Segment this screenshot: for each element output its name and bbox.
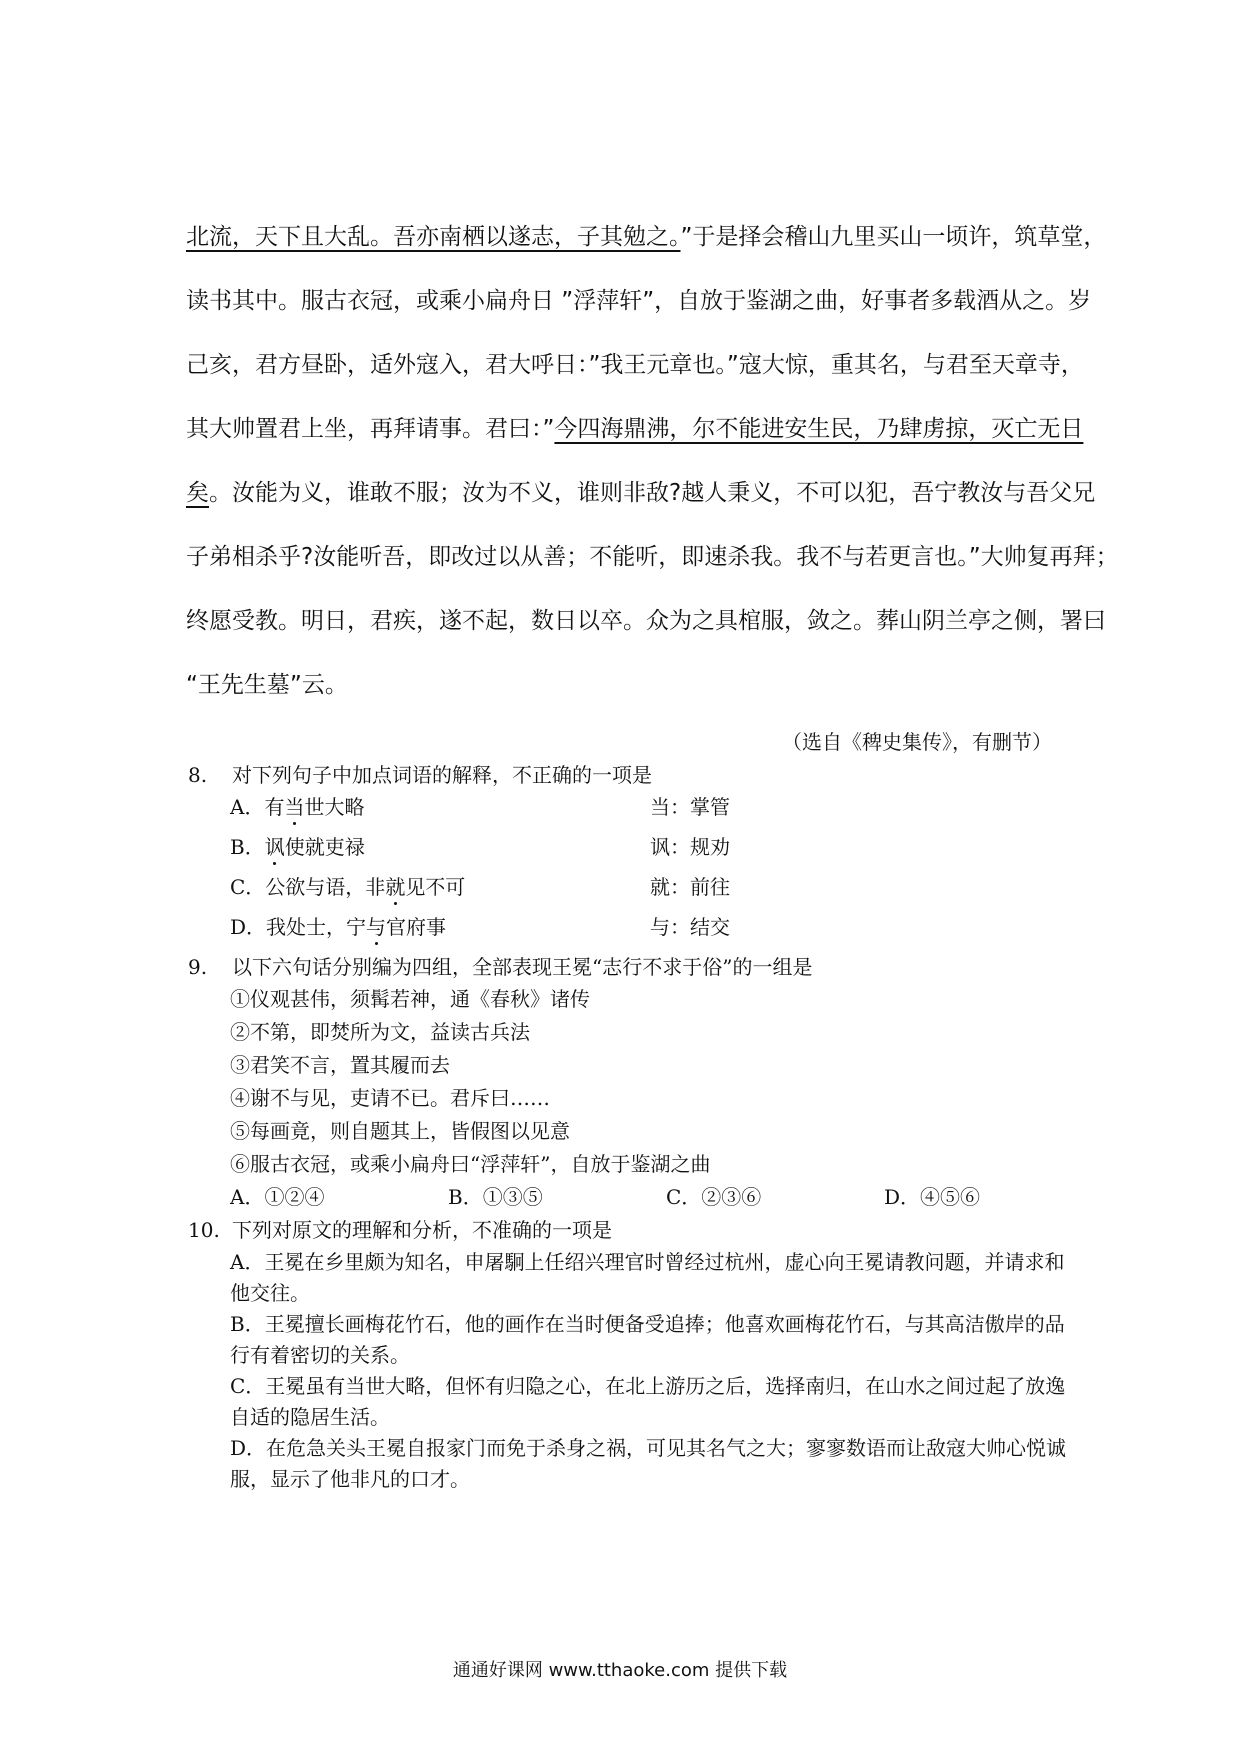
choice-b: B．①③⑤ [448,1185,543,1209]
dotted-word: 就 [385,875,406,899]
passage-text: 。汝能为义，谁敢不服；汝为不义，谁则非敌?越人秉义，不可以犯，吾宁教汝与吾父兄 [209,480,1096,506]
underlined-sentence: 矣 [186,480,209,506]
choice-row [188,1184,1068,1217]
passage-line: “王先生墓”云。 [186,672,348,698]
passage-text: ”于是择会稽山九里买山一顷许，筑草堂， [680,224,1107,250]
option-gloss: 当：掌管 [650,795,730,819]
passage-line: 读书其中。服古衣冠，或乘小扁舟日 ”浮萍轩”，自放于鉴湖之曲，好事者多载酒从之。岁 [186,288,1092,314]
passage-line [186,480,1096,544]
option-b: B．王冕擅长画梅花竹石，他的画作在当时便备受追捧；他喜欢画梅花竹石，与其高洁傲岸的品行有着密切的关系。 [230,1312,1065,1367]
passage-text: 其大帅置君上坐，再拜请事。君曰：” [186,416,555,442]
question-9 [188,954,1068,1217]
option-d: D．我处士，宁与官府事 与：结交 [188,914,1068,954]
question-number: 9. [188,955,208,979]
option-gloss: 与：结交 [650,915,730,939]
dotted-word: 当 [284,795,305,819]
dotted-word: 讽 [264,835,285,859]
page-footer: 通通好课网 www.tthaoke.com 提供下载 [452,1660,788,1681]
passage-line [186,224,1107,288]
underlined-sentence: 北流，天下且大乱。吾亦南栖以遂志，子其勉之。 [186,224,681,250]
option-d: D．在危急关头王冕自报家门而免于杀身之祸，可见其名气之大；寥寥数语而让敌寇大帅心悦诚服，显示了他非凡的口才。 [230,1436,1067,1491]
statement-item: ⑥服古衣冠，或乘小扁舟曰“浮萍轩”，自放于鉴湖之曲 [230,1152,711,1176]
option-b: B．讽使就吏禄 讽：规劝 [188,834,1068,874]
question-stem [188,1217,1068,1247]
source-note: （选自《稗史集传》，有删节） [782,730,1052,754]
choice-d: D．④⑤⑥ [884,1185,981,1209]
option-a: A．王冕在乡里颇为知名，申屠駉上任绍兴理官时曾经过杭州，虚心向王冕请教问题，并请求和他交往。 [230,1250,1065,1305]
choice-c: C．②③⑥ [666,1185,762,1209]
statement-item: ④谢不与见，吏请不已。君斥曰…… [230,1086,550,1110]
option-gloss: 就：前往 [650,875,730,899]
option-gloss: 讽：规劝 [650,835,730,859]
passage-line: 终愿受教。明日，君疾，遂不起，数日以卒。众为之具棺服，敛之。葬山阴兰亭之侧，署曰 [186,608,1106,634]
choice-a: A．①②④ [230,1185,325,1209]
questions [188,762,1068,1495]
dotted-word: 与 [366,915,387,939]
option-a: A．有当世大略 当：掌管 [188,794,1068,834]
option-c: C．公欲与语，非就见不可 就：前往 [188,874,1068,914]
question-number: 8. [188,763,208,787]
question-text: 对下列句子中加点词语的解释，不正确的一项是 [232,763,652,787]
underlined-sentence: 今四海鼎沸，尔不能进安生民，乃肆虏掠，灭亡无日 [554,416,1084,442]
question-text: 下列对原文的理解和分析，不准确的一项是 [232,1218,612,1242]
question-text: 以下六句话分别编为四组，全部表现王冕“志行不求于俗”的一组是 [232,955,813,979]
question-stem [188,954,1068,986]
question-8 [188,762,1068,954]
passage-line: 子弟相杀乎?汝能听吾，即改过以从善；不能听，即速杀我。我不与若更言也。”大帅复再拜； [186,544,1119,570]
option-c: C．王冕虽有当世大略，但怀有归隐之心，在北上游历之后，选择南归，在山水之间过起了放逸自适的隐居生活。 [230,1374,1066,1429]
statement-item: ②不第，即焚所为文，益读古兵法 [230,1020,530,1044]
passage [186,224,1119,736]
statement-item: ③君笑不言，置其履而去 [230,1053,450,1077]
question-10 [188,1217,1068,1495]
statement-item: ⑤每画竟，则自题其上，皆假图以见意 [230,1119,570,1143]
passage-line [186,416,1084,480]
statement-item: ①仪观甚伟，须髯若神，通《春秋》诸传 [230,987,590,1011]
passage-line: 己亥，君方昼卧，适外寇入，君大呼日：”我王元章也。”寇大惊，重其名，与君至天章寺， [186,352,1084,378]
question-stem [188,762,1068,794]
question-number: 10. [188,1218,220,1242]
